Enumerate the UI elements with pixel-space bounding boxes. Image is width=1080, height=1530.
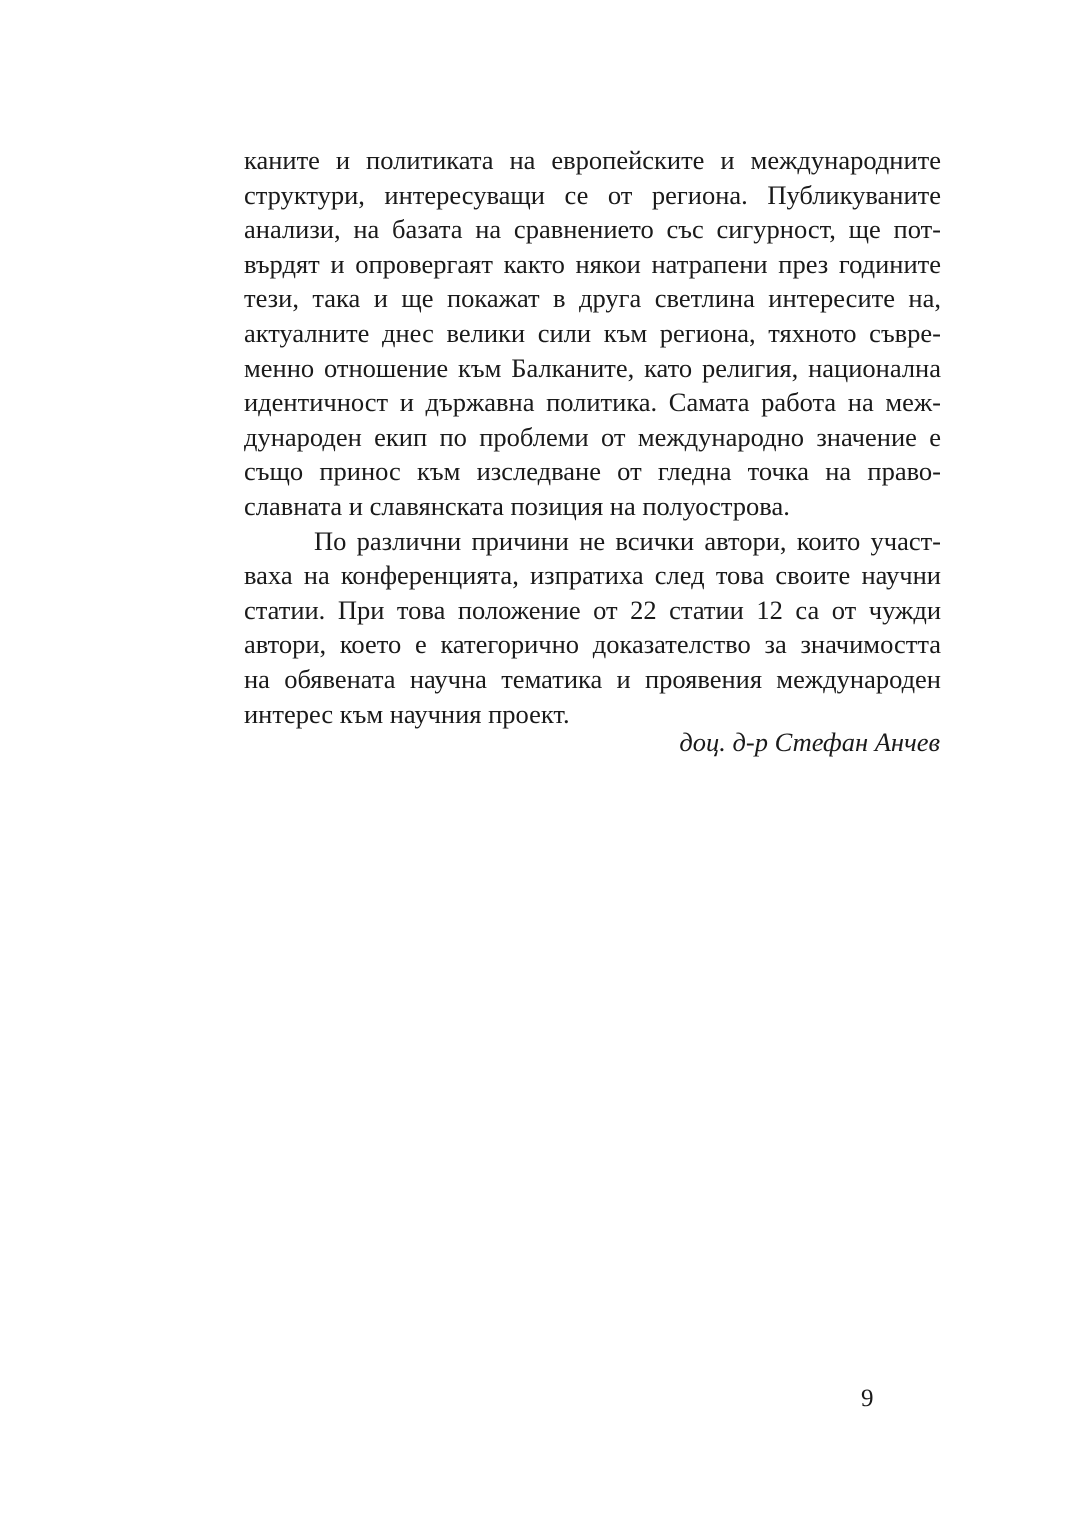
paragraph-1 [244, 143, 941, 524]
text-line: актуалните днес велики сили към региона, тяхното съвре- [244, 317, 941, 348]
text-line: ваха на конференцията, изпратиха след това своите научни [244, 560, 941, 591]
text-line: дународен екип по проблеми от международно значение е [244, 421, 941, 452]
text-line: менно отношение към Балканите, като религия, национална [244, 352, 941, 383]
author-signature: доц. д-р Стефан Анчев [679, 727, 940, 757]
text-line: върдят и опровергаят както някои натрапени през годините [244, 248, 941, 279]
text-line: също принос към изследване от гледна точка на право- [244, 456, 941, 487]
page-number: 9 [861, 1385, 874, 1412]
text-line: статии. При това положение от 22 статии 12 са от чужди [244, 594, 941, 625]
text-line: По различни причини не всички автори, които участ- [314, 525, 941, 556]
text-line: структури, интересуващи се от региона. Публикуваните [244, 179, 941, 210]
body-text [244, 143, 941, 731]
text-line: интерес към научния проект. [244, 698, 570, 729]
text-line: на обявената научна тематика и проявения международен [244, 663, 941, 694]
text-line: славната и славянската позиция на полуострова. [244, 490, 790, 521]
paragraph-2 [244, 524, 941, 732]
text-line: каните и политиката на европейските и международните [244, 145, 941, 175]
text-line: идентичност и държавна политика. Самата работа на меж- [244, 387, 941, 418]
text-line: анализи, на базата на сравнението със сигурност, ще пот- [244, 214, 941, 245]
text-line: автори, което е категорично доказателство за значимостта [244, 629, 941, 660]
text-line: тези, така и ще покажат в друга светлина интересите на, [244, 283, 941, 314]
